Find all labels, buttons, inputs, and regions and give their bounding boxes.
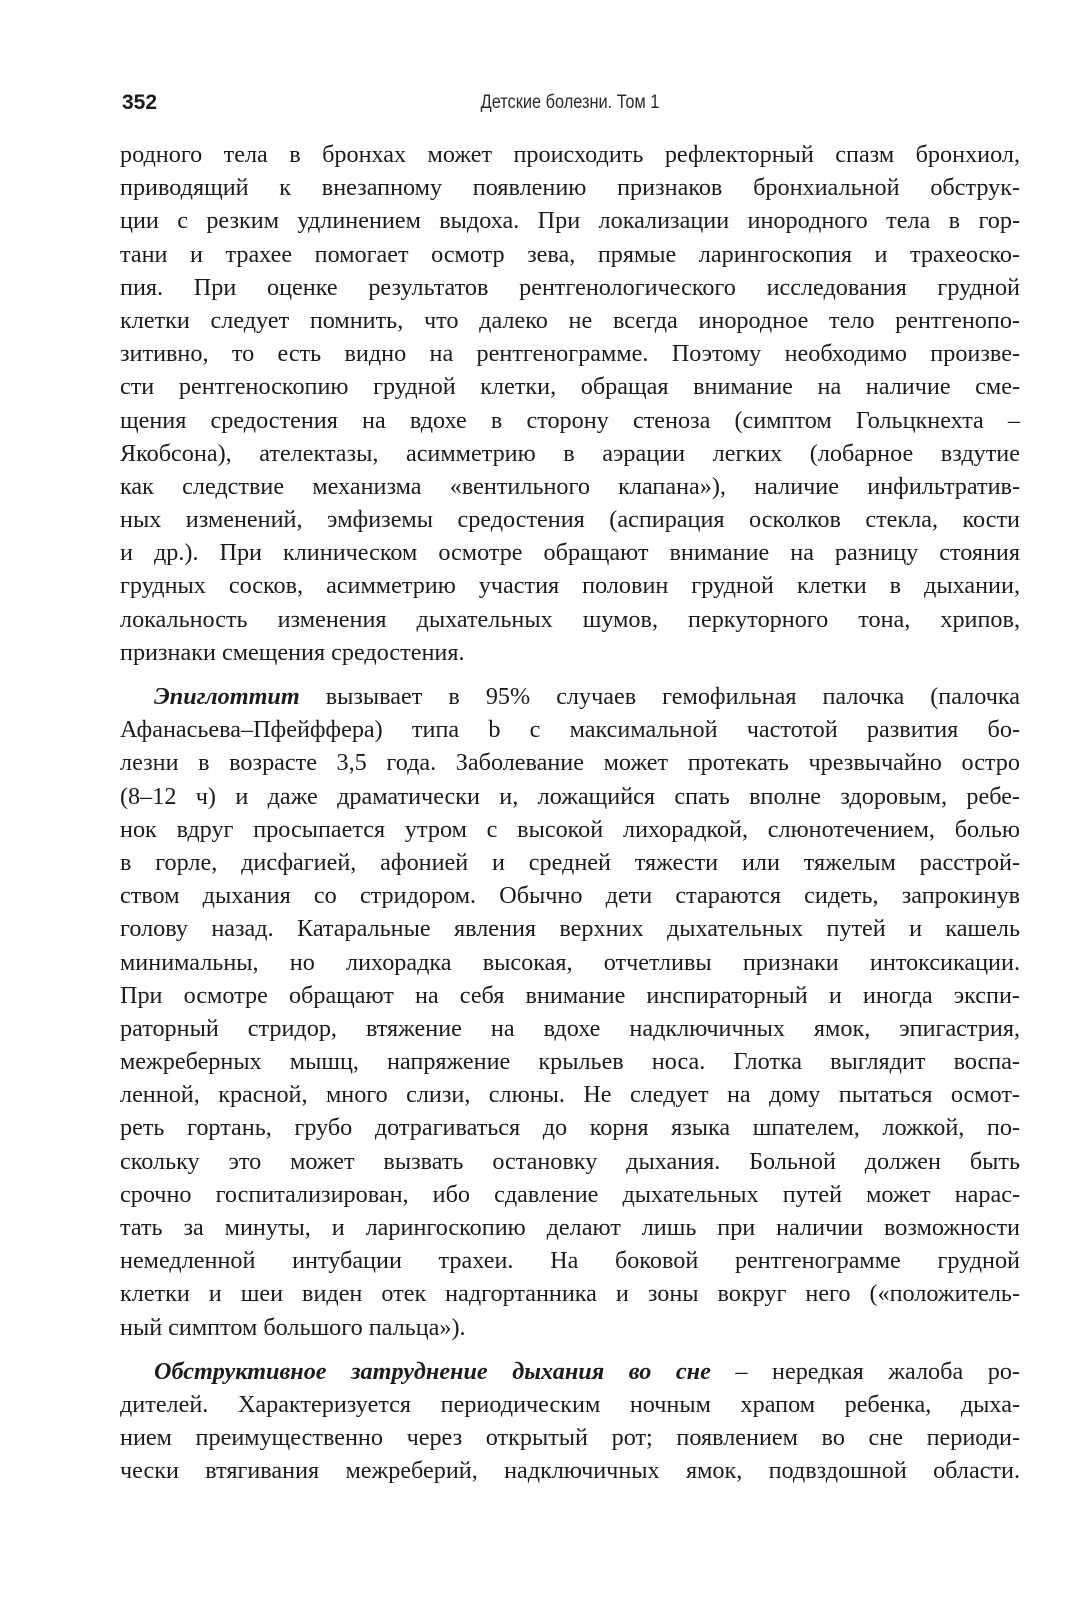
text-line: (8–12 ч) и даже драматически и, ложащийся спать вполне здоровым, ребе- [120, 782, 1020, 810]
term-epiglottitis: Эпиглоттит [154, 683, 300, 710]
text-line: реть гортань, грубо дотрагиваться до корня языка шпателем, ложкой, по- [120, 1114, 1020, 1142]
text-line: признаки смещения средостения. [120, 638, 465, 666]
text-line: нок вдруг просыпается утром с высокой лихорадкой, слюнотечением, болью [120, 815, 1020, 843]
text-line: чески втягивания межреберий, надключичных ямок, подвздошной области. [120, 1457, 1020, 1485]
term-sleep-obstruction: Обструктивное затруднение дыхания во сне [154, 1357, 711, 1385]
text-line: ции с резким удлинением выдоха. При локализации инородного тела в гор- [120, 207, 1020, 235]
text-line: клетки и шеи виден отек надгортанника и зоны вокруг него («положитель- [120, 1280, 1020, 1308]
text-line: нием преимущественно через открытый рот; появлением во сне периоди- [120, 1424, 1020, 1452]
page-header [122, 90, 1018, 126]
text-run: вызывает в 95% случаев гемофильная палочка (палочка [299, 683, 1020, 710]
text-line: ный симптом большого пальца»). [120, 1313, 466, 1341]
paragraph-foreign-body [120, 138, 1020, 669]
text-line: межреберных мышц, напряжение крыльев носа. Глотка выглядит воспа- [120, 1048, 1020, 1076]
text-line: Афанасьева–Пфейффера) типа b с максимальной частотой развития бо- [120, 716, 1020, 744]
text-line: зитивно, то есть видно на рентгенограмме. Поэтому необходимо произве- [120, 340, 1020, 368]
text-line: сти рентгеноскопию грудной клетки, обращая внимание на наличие сме- [120, 373, 1020, 401]
text-line: клетки следует помнить, что далеко не всегда инородное тело рентгенопо- [120, 306, 1020, 334]
paragraph-sleep-obstruction [120, 1355, 1020, 1488]
text-line: немедленной интубации трахеи. На боковой рентгенограмме грудной [120, 1247, 1020, 1275]
text-line: минимальны, но лихорадка высокая, отчетливы признаки интоксикации. [120, 948, 1020, 976]
text-line: щения средостения на вдохе в сторону стеноза (симптом Гольцкнехта – [120, 406, 1020, 434]
text-line: ных изменений, эмфиземы средостения (аспирация осколков стекла, кости [120, 506, 1020, 534]
text-run: – нередкая жалоба ро- [710, 1357, 1020, 1385]
text-line: родного тела в бронхах может происходить рефлекторный спазм бронхиол, [120, 141, 1020, 168]
text-line: и др.). При клиническом осмотре обращают внимание на разницу стояния [120, 539, 1020, 567]
page-number: 352 [122, 91, 158, 114]
text-line: голову назад. Катаральные явления верхних дыхательных путей и кашель [120, 915, 1020, 943]
text-line: дителей. Характеризуется периодическим ночным храпом ребенка, дыха- [120, 1390, 1020, 1418]
text-line: Якобсона), ателектазы, асимметрию в аэрации легких (лобарное вздутие [120, 439, 1020, 467]
text-line: приводящий к внезапному появлению признаков бронхиальной обструк- [120, 174, 1020, 202]
text-line: локальность изменения дыхательных шумов, перкуторного тона, хрипов, [120, 605, 1020, 633]
running-title: Детские болезни. Том 1 [480, 92, 660, 113]
text-line: скольку это может вызвать остановку дыхания. Больной должен быть [120, 1147, 1020, 1175]
text-line [120, 680, 1020, 713]
paragraph-gap [120, 669, 1020, 680]
paragraph-gap [120, 1344, 1020, 1355]
text-line: в горле, дисфагией, афонией и средней тяжести или тяжелым расстрой- [120, 848, 1020, 876]
text-line: срочно госпитализирован, ибо сдавление дыхательных путей может нарас- [120, 1180, 1020, 1208]
text-line: как следствие механизма «вентильного клапана»), наличие инфильтратив- [120, 472, 1020, 500]
text-line: При осмотре обращают на себя внимание инспираторный и иногда экспи- [120, 981, 1020, 1009]
body-text [120, 138, 1020, 1488]
text-line: раторный стридор, втяжение на вдохе надключичных ямок, эпигастрия, [120, 1014, 1020, 1042]
text-line: тани и трахее помогает осмотр зева, прямые ларингоскопия и трахеоско- [120, 240, 1020, 268]
text-line: тать за минуты, и ларингоскопию делают лишь при наличии возможности [120, 1214, 1020, 1241]
text-line: грудных сосков, асимметрию участия половин грудной клетки в дыхании, [120, 572, 1020, 600]
text-line: ленной, красной, много слизи, слюны. Не следует на дому пытаться осмот- [120, 1081, 1020, 1109]
text-line: ством дыхания со стридором. Обычно дети стараются сидеть, запрокинув [120, 882, 1020, 910]
text-line: лезни в возрасте 3,5 года. Заболевание может протекать чрезвычайно остро [120, 749, 1020, 777]
text-line: пия. При оценке результатов рентгенологического исследования грудной [120, 273, 1020, 301]
paragraph-epiglottitis [120, 680, 1020, 1344]
text-line [120, 1355, 1020, 1388]
